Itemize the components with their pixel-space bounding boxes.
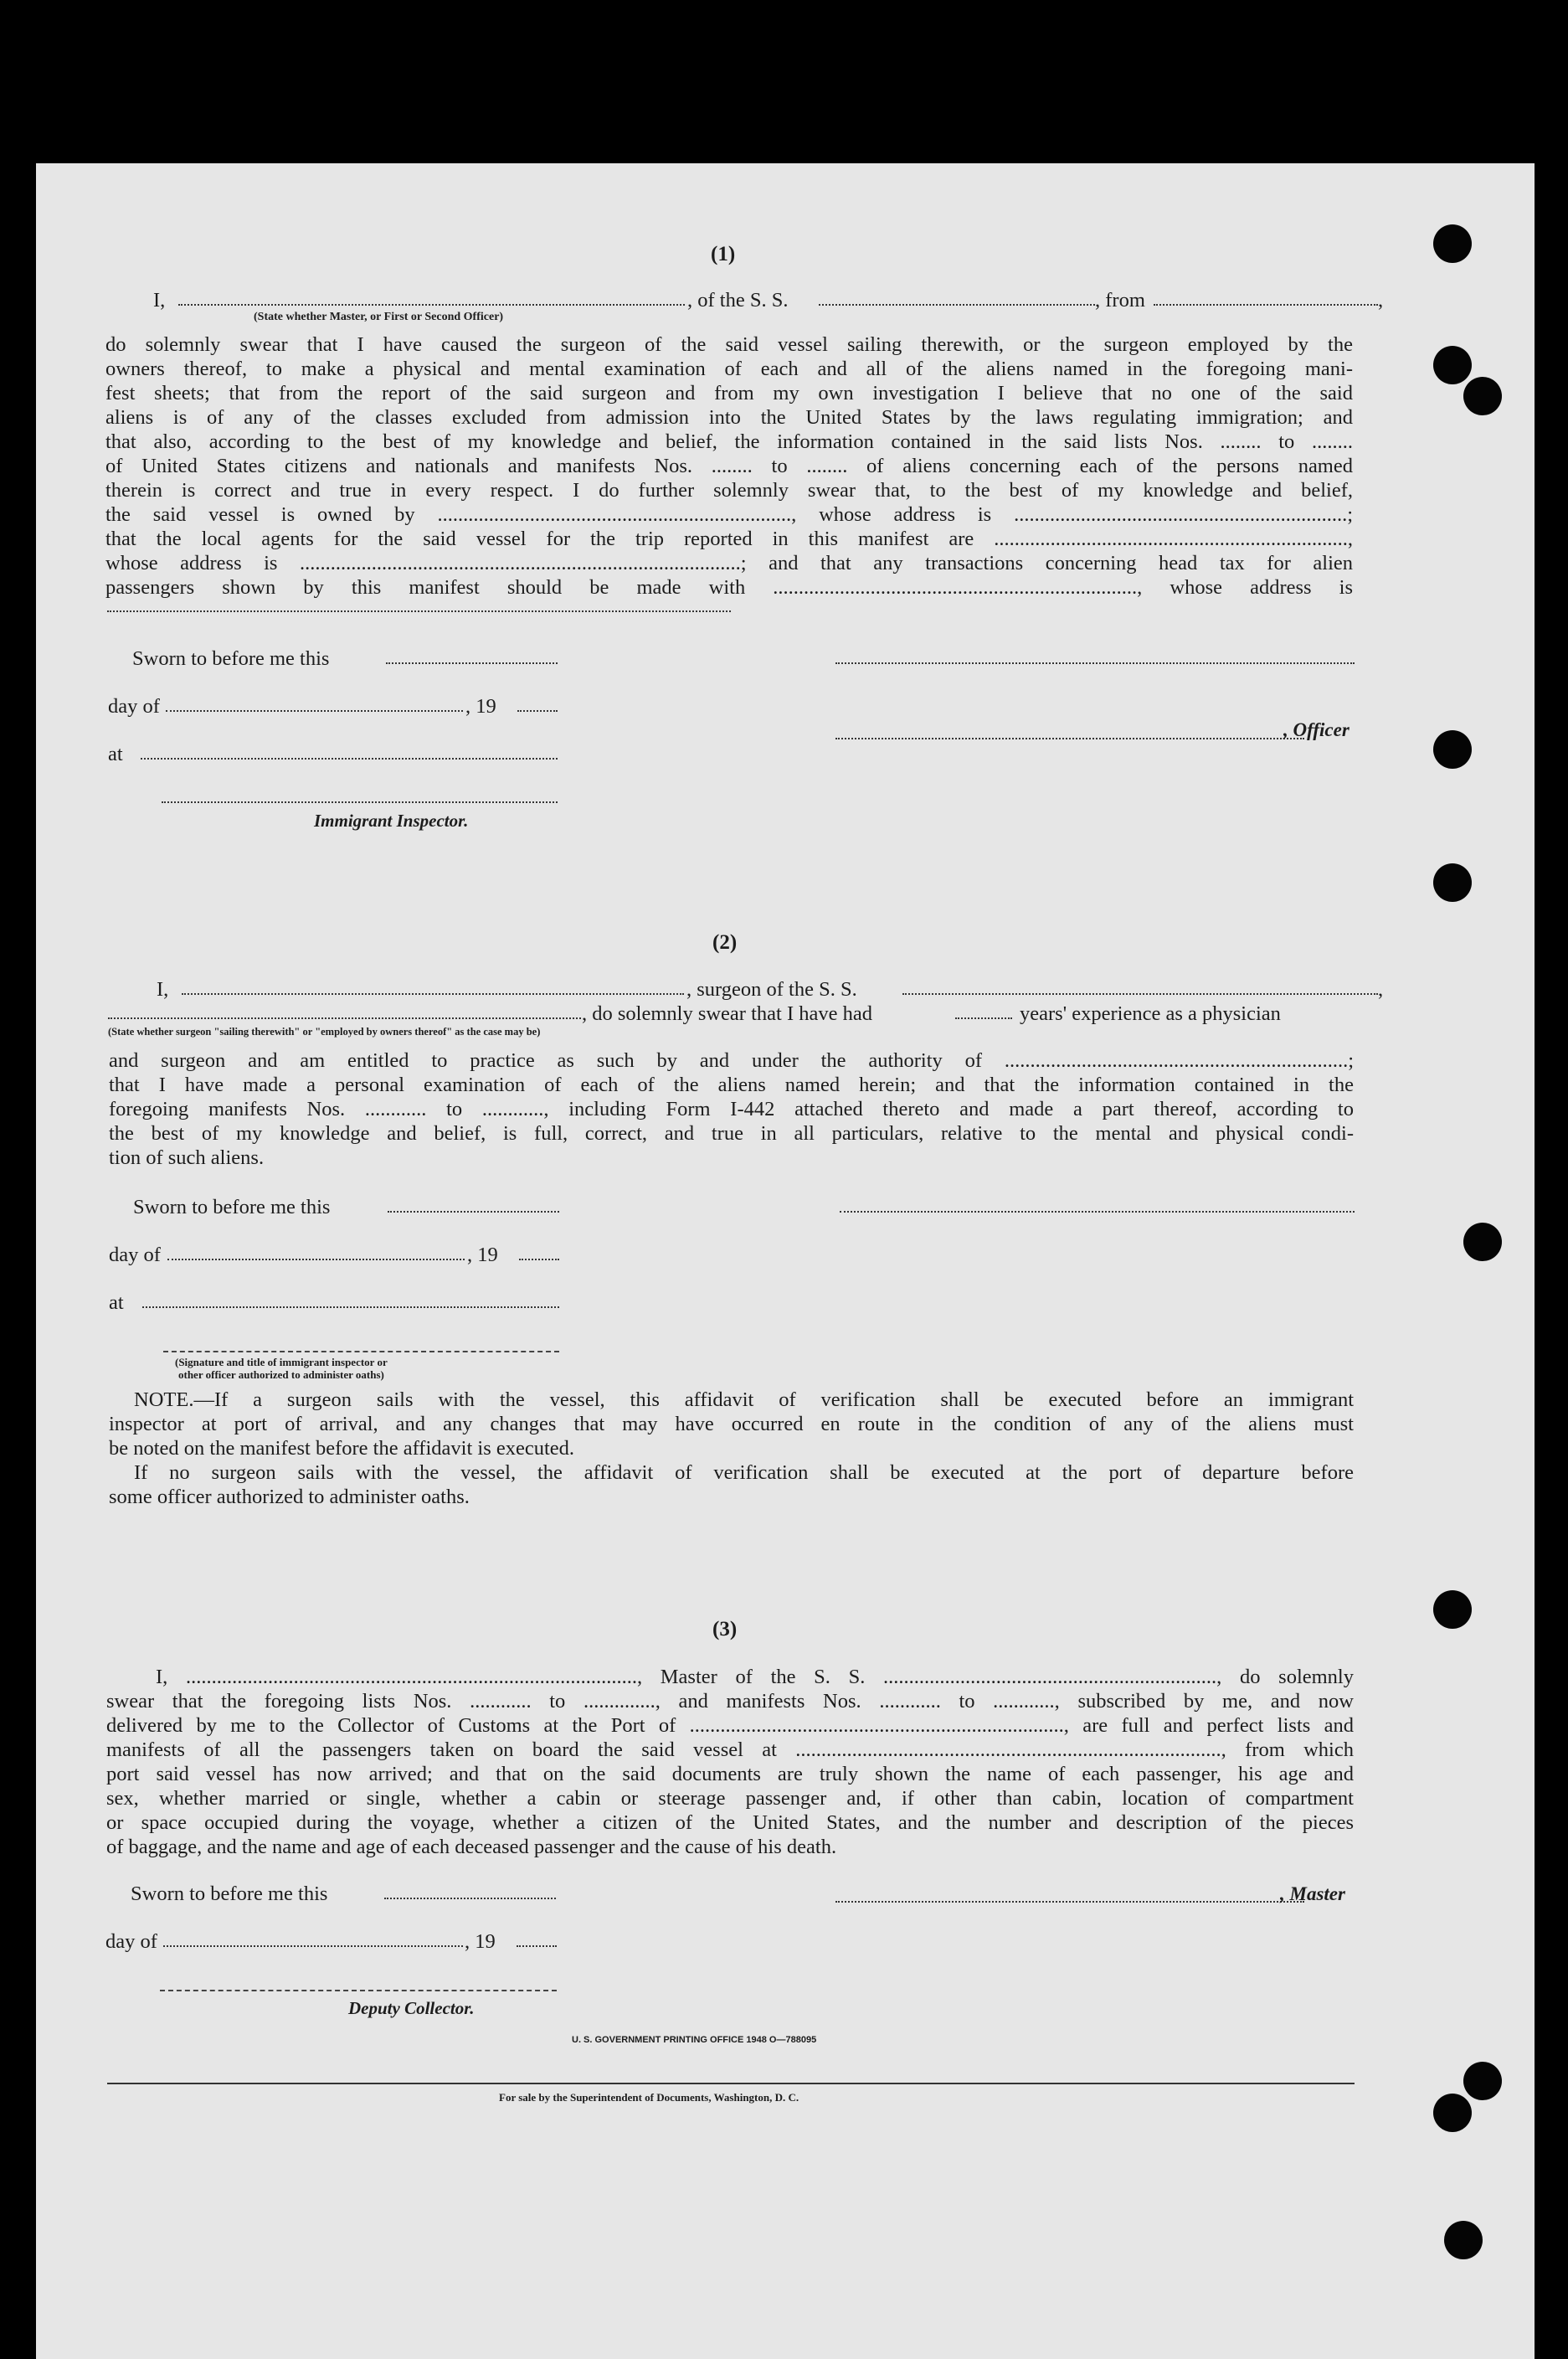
punch-hole [1463,2062,1502,2100]
punch-hole [1433,730,1472,769]
body-line: foregoing manifests Nos. ............ to ............, including Form I-442 attached thereto and made a part thereof, according to [109,1098,1354,1120]
sworn-date-field[interactable] [388,1211,559,1213]
deputy-signature-field[interactable] [160,1990,557,1991]
surgeon-name-field[interactable] [182,993,684,995]
body-line: delivered by me to the Collector of Customs at the Port of ........................................................................., are full and perfect lists and [106,1714,1354,1737]
officer-name-field[interactable] [835,738,1304,739]
years-field[interactable] [955,1017,1012,1019]
officer-label: , Officer [1283,719,1350,740]
body-line: the said vessel is owned by ....................................................................., whose address is .................................................................; [105,503,1353,526]
master-signature-field[interactable] [835,1901,1304,1903]
at-place-field[interactable] [141,758,558,760]
section-2-i-label: I, [157,978,169,1001]
deputy-label: Deputy Collector. [348,1998,475,2018]
surgeon-of-ss-label: , surgeon of the S. S. [686,978,857,1001]
day-of-label: day of [109,1244,161,1266]
month-field[interactable] [167,1259,465,1260]
inspector-signature-field[interactable] [162,801,558,803]
address-continuation-field[interactable] [107,610,731,612]
signature-note-2: other officer authorized to administer oaths) [178,1368,384,1381]
body-line: and surgeon and am entitled to practice as such by and under the authority of ...................................................................; [109,1049,1354,1072]
punch-hole [1444,2221,1483,2259]
body-line: whose address is ......................................................................................; and that any transactions concerning head tax for alien [105,552,1353,574]
day-of-label: day of [108,695,160,718]
sworn-date-field[interactable] [384,1898,556,1899]
comma: , [1378,978,1384,1001]
day-of-label: day of [105,1930,157,1953]
sworn-label: Sworn to before me this [131,1883,328,1905]
body-line: that the local agents for the said vessel for the trip reported in this manifest are ....................................................................., [105,528,1353,550]
note-paragraph [109,1388,1354,1509]
at-place-field[interactable] [142,1306,559,1308]
officer-note: (State whether Master, or First or Second Officer) [254,311,504,323]
note-line: NOTE.—If a surgeon sails with the vessel, this affidavit of verification shall be executed before an immigrant [134,1388,1354,1411]
of-ss-label: , of the S. S. [687,289,789,312]
punch-hole [1433,2094,1472,2132]
body-line: that also, according to the best of my knowledge and belief, the information contained in the said lists Nos. ........ to ........ [105,430,1353,453]
section-1-body [105,332,1353,600]
section-3-number: (3) [712,1618,738,1640]
officer-title-field[interactable] [178,304,685,306]
surgeon-vessel-field[interactable] [902,993,1378,995]
year-field[interactable] [517,1945,557,1947]
sale-notice: For sale by the Superintendent of Documents, Washington, D. C. [499,2091,799,2104]
at-label: at [108,743,123,765]
note-line: inspector at port of arrival, and any changes that may have occurred en route in the condition of any of the aliens must [109,1413,1354,1435]
body-line: or space occupied during the voyage, whether a citizen of the United States, and the number and description of the pieces [106,1811,1354,1834]
month-field[interactable] [163,1945,463,1947]
body-line: do solemnly swear that I have caused the surgeon of the said vessel sailing therewith, or the surgeon employed by the [105,333,1353,356]
body-line: of baggage, and the name and age of each deceased passenger and the cause of his death. [106,1836,837,1858]
body-line: aliens is of any of the classes excluded from admission into the United States by the laws regulating immigration; and [105,406,1353,429]
section-3-body [106,1665,1354,1859]
swear-label: , do solemnly swear that I have had [582,1002,872,1025]
sworn-label: Sworn to before me this [132,647,330,670]
footer-rule [107,2083,1355,2084]
month-field[interactable] [166,710,463,712]
printing-office: U. S. GOVERNMENT PRINTING OFFICE 1948 O—788095 [572,2035,817,2045]
section-2-number: (2) [712,931,738,954]
punch-hole [1433,224,1472,263]
body-line: that I have made a personal examination of each of the aliens named herein; and that the information contained in the [109,1074,1354,1096]
year-label: , 19 [465,695,496,718]
officer-signature-field[interactable] [835,662,1355,664]
body-line: tion of such aliens. [109,1146,265,1169]
vessel-name-field[interactable] [819,304,1095,306]
bleed-through-text [203,234,225,257]
body-line: the best of my knowledge and belief, is full, correct, and true in all particulars, relative to the mental and physical condi- [109,1122,1354,1145]
punch-hole [1433,346,1472,384]
punch-hole [1463,1223,1502,1261]
note-line: some officer authorized to administer oaths. [109,1486,470,1508]
note-line: be noted on the manifest before the affidavit is executed. [109,1437,575,1460]
inspector-signature-field[interactable] [163,1351,559,1352]
body-line: swear that the foregoing lists Nos. ............ to .............., and manifests Nos. ............ to ............, subscribed by me, and now [106,1690,1354,1713]
section-1-i-label: I, [153,289,166,312]
surgeon-status-field[interactable] [108,1017,581,1019]
year-field[interactable] [519,1259,559,1260]
sworn-date-field[interactable] [386,662,558,664]
body-line: of United States citizens and nationals and manifests Nos. ........ to ........ of aliens concerning each of the persons named [105,455,1353,477]
year-label: , 19 [467,1244,498,1266]
year-field[interactable] [517,710,558,712]
body-line: sex, whether married or single, whether a cabin or steerage passenger and, if other than cabin, location of compartment [106,1787,1354,1810]
surgeon-signature-field[interactable] [840,1211,1355,1213]
body-line: owners thereof, to make a physical and mental examination of each and all of the aliens named in the foregoing mani- [105,358,1353,380]
section-2-body [109,1048,1354,1170]
at-label: at [109,1291,124,1314]
from-port-field[interactable] [1154,304,1378,306]
form-page [36,163,1535,2359]
year-label: , 19 [465,1930,496,1953]
signature-note-1: (Signature and title of immigrant inspector or [175,1356,388,1368]
punch-hole [1433,1590,1472,1629]
punch-hole [1463,377,1502,415]
note-line: If no surgeon sails with the vessel, the affidavit of verification shall be executed at the port of departure before [134,1461,1354,1484]
body-line: passengers shown by this manifest should be made with ......................................................................., whose address is [105,576,1353,599]
comma: , [1378,289,1384,312]
years-label: years' experience as a physician [1020,1002,1281,1025]
body-line: manifests of all the passengers taken on board the said vessel at ..................................................................................., from which [106,1738,1354,1761]
surgeon-note: (State whether surgeon "sailing therewith" or "employed by owners thereof" as the case may be) [108,1026,541,1038]
inspector-label: Immigrant Inspector. [314,811,469,831]
body-line: port said vessel has now arrived; and that on the said documents are truly shown the name of each passenger, his age and [106,1763,1354,1785]
punch-hole [1433,863,1472,902]
from-label: , from [1095,289,1145,312]
master-label: , Master [1280,1883,1345,1904]
body-line: therein is correct and true in every respect. I do further solemnly swear that, to the best of my knowledge and belief, [105,479,1353,502]
body-line: I, ........................................................................................, Master of the S. S. ................................................................., do solemnly [156,1666,1354,1688]
section-1-number: (1) [711,243,736,265]
sworn-label: Sworn to before me this [133,1196,331,1218]
body-line: fest sheets; that from the report of the said surgeon and from my own investigation I believe that no one of the said [105,382,1353,404]
